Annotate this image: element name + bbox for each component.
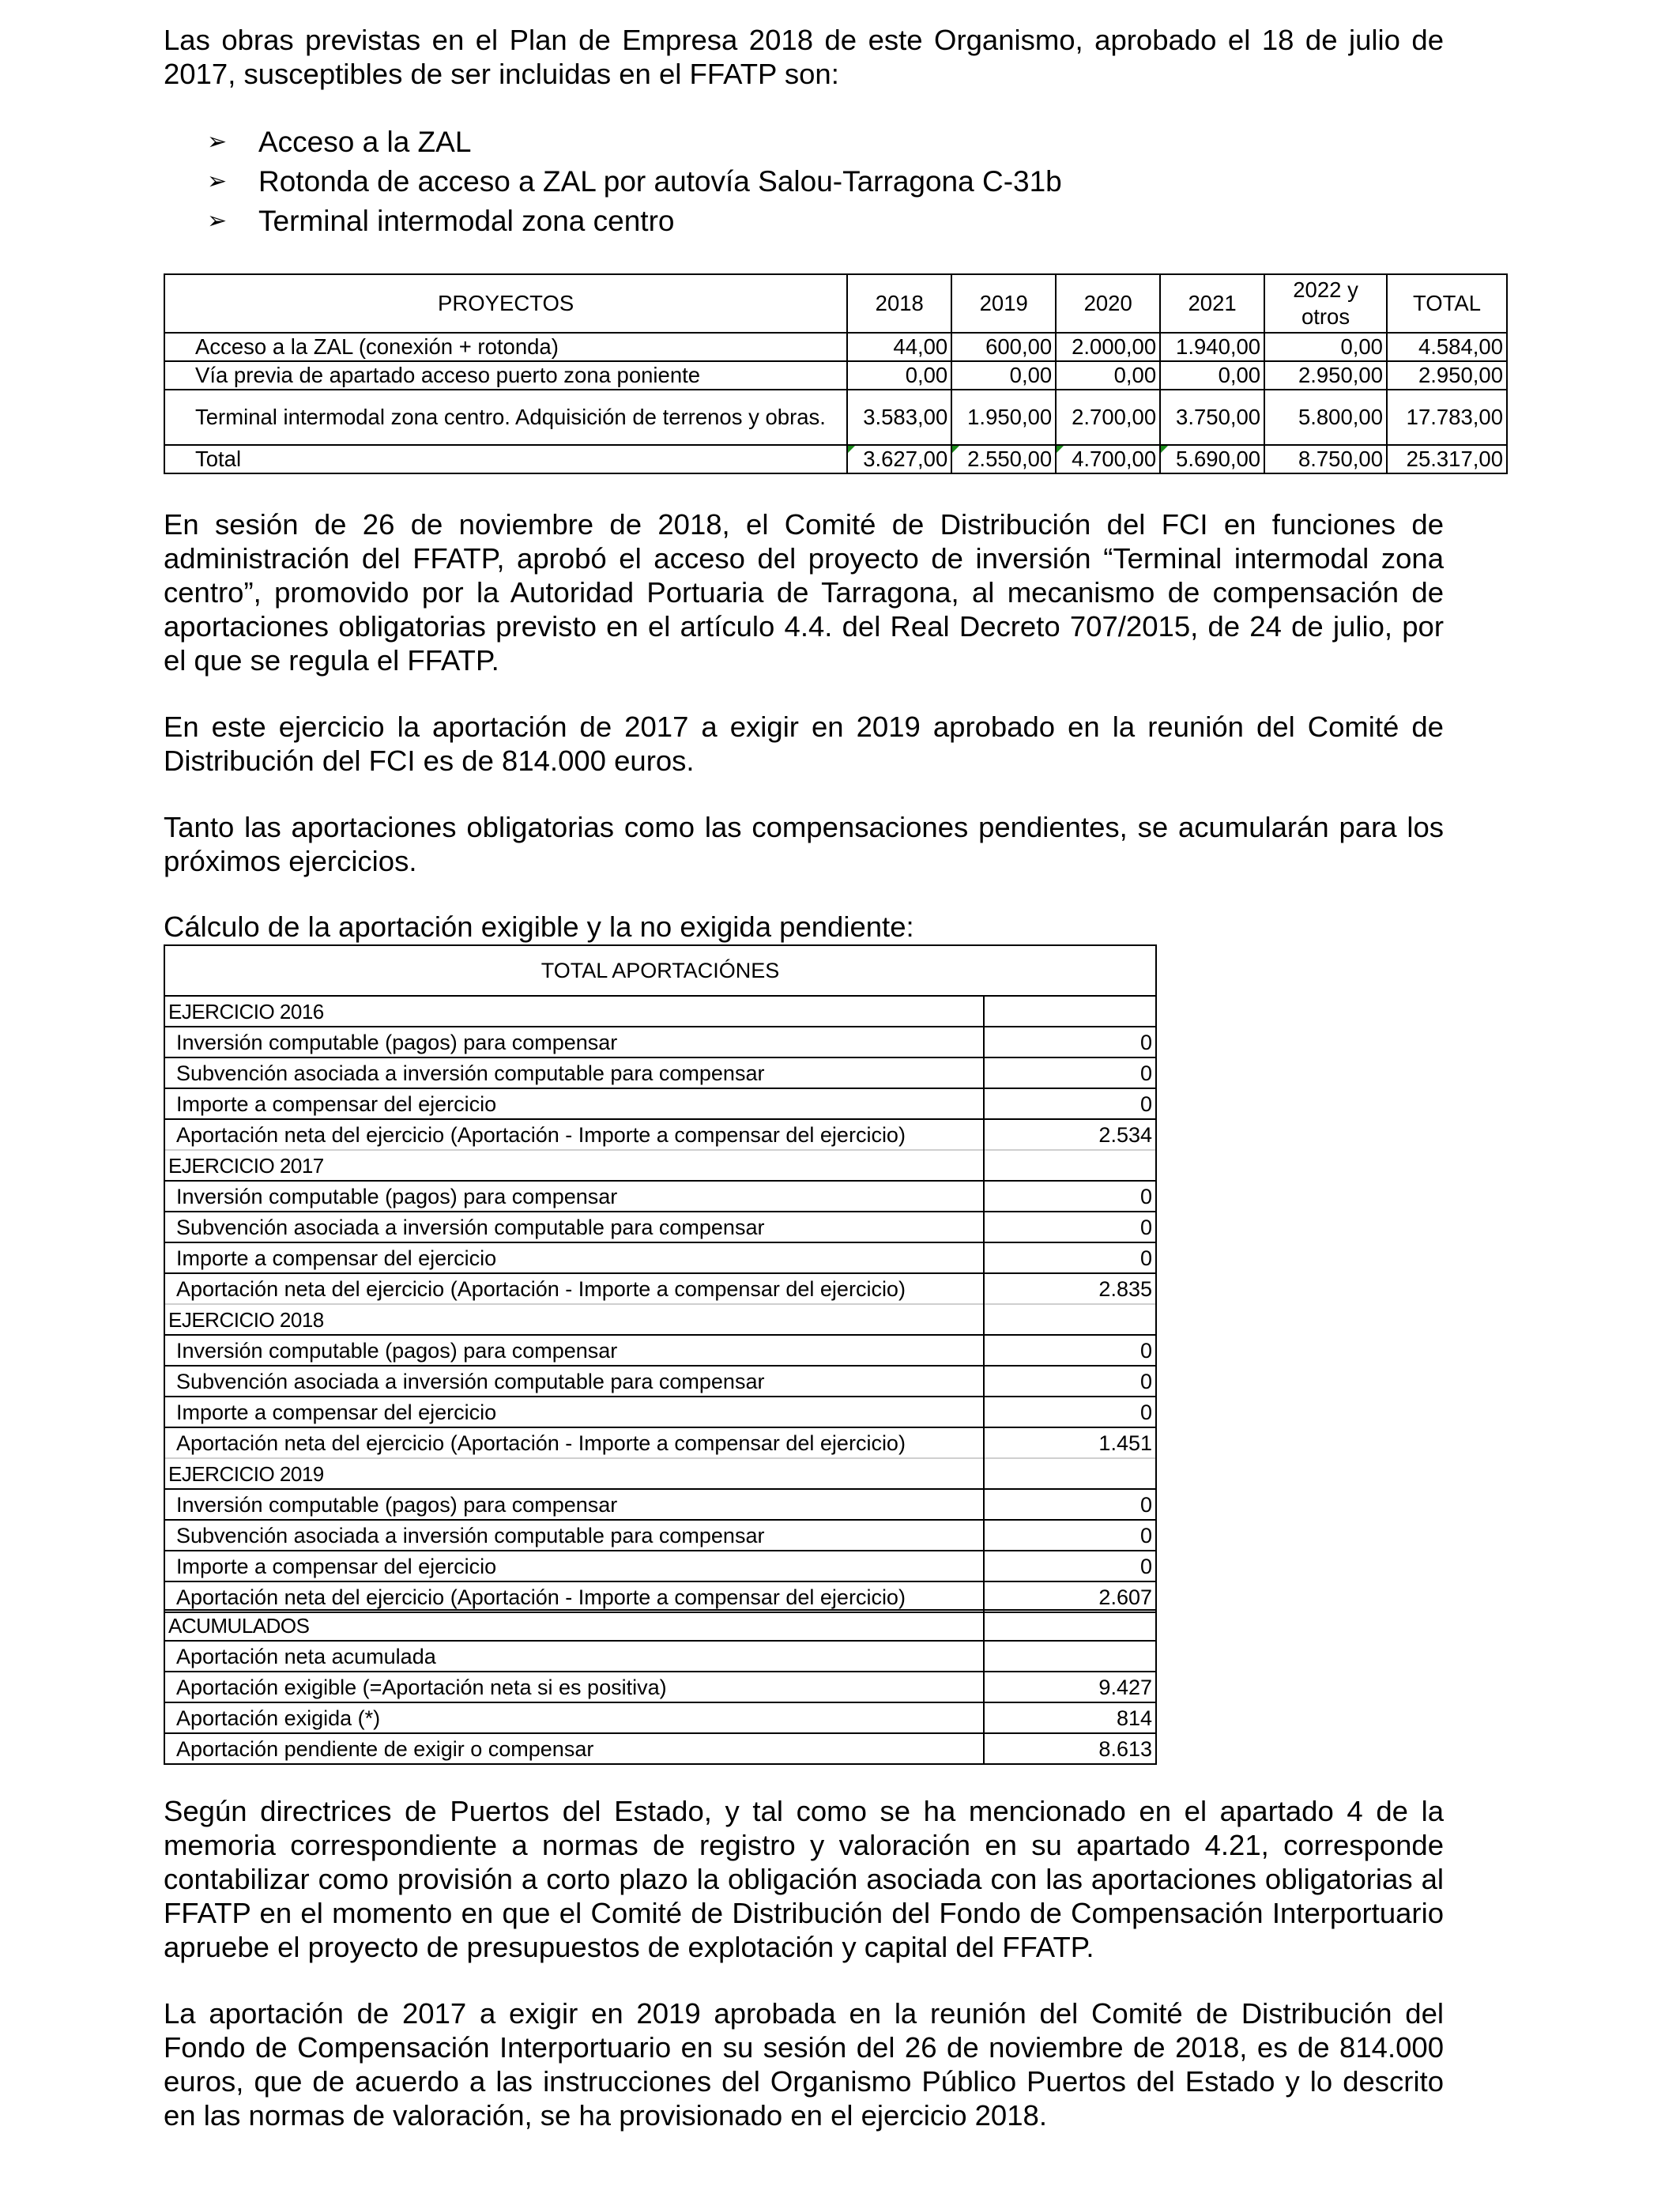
cell-value: 4.700,00 — [1056, 445, 1160, 473]
cell-value: 2.607 — [984, 1581, 1156, 1612]
cell-value: 0 — [984, 1242, 1156, 1273]
cell-value: 0 — [984, 1057, 1156, 1088]
row-label: Subvención asociada a inversión computable para compensar — [164, 1057, 984, 1088]
row-label: Acceso a la ZAL (conexión + rotonda) — [164, 333, 847, 361]
row-label: Importe a compensar del ejercicio — [164, 1397, 984, 1427]
cell-value: 2.950,00 — [1387, 361, 1507, 390]
column-header: 2018 — [847, 274, 951, 333]
cell-value: 3.627,00 — [847, 445, 951, 473]
table-row — [164, 1551, 1156, 1581]
section-row — [164, 1150, 1156, 1181]
column-header: 2019 — [951, 274, 1056, 333]
row-label: Inversión computable (pagos) para compensar — [164, 1489, 984, 1520]
paragraph-provision-criteria: Según directrices de Puertos del Estado, y tal como se ha mencionado en el apartado 4 de la memoria correspondiente a normas de registro y valoración en su apartado 4.21, corresponde contabilizar como provisión a corto plazo la obligación asociada con las aportaciones obligatorias al FFATP en el momento en que el Comité de Distribución del Fondo de Compensación Interportuario apruebe el proyecto de presupuestos de explotación y capital del FFATP. — [164, 1795, 1444, 1963]
cell-value: 2.000,00 — [1056, 333, 1160, 361]
list-item: ➢ Rotonda de acceso a ZAL por autovía Salou-Tarragona C-31b — [207, 162, 1062, 202]
table-row — [164, 1702, 1156, 1733]
cell-value: 0 — [984, 1088, 1156, 1119]
cell-value — [984, 1458, 1156, 1489]
table-row — [164, 1397, 1156, 1427]
cell-value: 0 — [984, 1335, 1156, 1366]
row-label: Importe a compensar del ejercicio — [164, 1242, 984, 1273]
paragraph-accumulation: Tanto las aportaciones obligatorias como las compensaciones pendientes, se acumularán para los próximos ejercicios. — [164, 811, 1444, 877]
table-header-row — [164, 945, 1156, 996]
row-label: Inversión computable (pagos) para compensar — [164, 1027, 984, 1057]
row-label: Subvención asociada a inversión computable para compensar — [164, 1366, 984, 1397]
list-item: ➢ Terminal intermodal zona centro — [207, 202, 1062, 241]
table-row — [164, 1427, 1156, 1458]
row-label: EJERCICIO 2017 — [164, 1150, 984, 1181]
arrow-bullet-icon: ➢ — [207, 208, 228, 234]
cell-value: 44,00 — [847, 333, 951, 361]
column-header: 2020 — [1056, 274, 1160, 333]
column-header: PROYECTOS — [164, 274, 847, 333]
cell-value: 9.427 — [984, 1672, 1156, 1702]
table-row — [164, 1057, 1156, 1088]
cell-value: 3.583,00 — [847, 390, 951, 445]
cell-value: 3.750,00 — [1160, 390, 1264, 445]
calc-heading: Cálculo de la aportación exigible y la no exigida pendiente: — [164, 910, 914, 943]
cell-value: 0,00 — [847, 361, 951, 390]
table-row — [164, 1027, 1156, 1057]
row-label: Aportación exigida (*) — [164, 1702, 984, 1733]
table-row — [164, 1088, 1156, 1119]
table-row — [164, 1119, 1156, 1150]
cell-value: 1.940,00 — [1160, 333, 1264, 361]
table-row — [164, 1520, 1156, 1551]
cell-value: 2.534 — [984, 1119, 1156, 1150]
cell-value: 0,00 — [1160, 361, 1264, 390]
cell-value — [984, 1304, 1156, 1335]
works-list — [207, 123, 1062, 241]
table-row — [164, 390, 1507, 445]
cell-value: 4.584,00 — [1387, 333, 1507, 361]
row-label: ACUMULADOS — [164, 1610, 984, 1641]
cell-value: 0 — [984, 1551, 1156, 1581]
table-row — [164, 333, 1507, 361]
row-label: Aportación exigible (=Aportación neta si es positiva) — [164, 1672, 984, 1702]
row-label: Aportación neta acumulada — [164, 1641, 984, 1672]
cell-value: 0,00 — [951, 361, 1056, 390]
table-row — [164, 1489, 1156, 1520]
table-row — [164, 1366, 1156, 1397]
cell-value: 0 — [984, 1027, 1156, 1057]
paragraph-contribution-2017: En este ejercicio la aportación de 2017 a exigir en 2019 aprobado en la reunión del Comité de Distribución del FCI es de 814.000 euros. — [164, 711, 1444, 777]
contributions-table — [164, 944, 1157, 1613]
cell-value: 2.835 — [984, 1273, 1156, 1304]
table-header-row — [164, 274, 1507, 333]
section-row — [164, 1304, 1156, 1335]
row-label: Aportación neta del ejercicio (Aportación - Importe a compensar del ejercicio) — [164, 1427, 984, 1458]
row-label: Subvención asociada a inversión computable para compensar — [164, 1520, 984, 1551]
column-header: TOTAL — [1387, 274, 1507, 333]
arrow-bullet-icon: ➢ — [207, 168, 228, 194]
row-label: Total — [164, 445, 847, 473]
table-title: TOTAL APORTACIÓNES — [164, 945, 1156, 996]
intro-paragraph: Las obras previstas en el Plan de Empresa 2018 de este Organismo, aprobado el 18 de julio de 2017, susceptibles de ser incluidas en el FFATP son: — [164, 24, 1444, 90]
row-label: EJERCICIO 2016 — [164, 996, 984, 1027]
accumulated-table — [164, 1609, 1157, 1765]
column-header: 2022 y otros — [1264, 274, 1387, 333]
table-row — [164, 1273, 1156, 1304]
row-label: Aportación pendiente de exigir o compensar — [164, 1733, 984, 1764]
table-row — [164, 1212, 1156, 1242]
cell-value: 1.950,00 — [951, 390, 1056, 445]
cell-value: 0 — [984, 1397, 1156, 1427]
projects-table — [164, 273, 1508, 474]
cell-value — [984, 1150, 1156, 1181]
table-row — [164, 1335, 1156, 1366]
table-row — [164, 1733, 1156, 1764]
cell-value — [984, 996, 1156, 1027]
section-row — [164, 1610, 1156, 1641]
row-label: Inversión computable (pagos) para compensar — [164, 1181, 984, 1212]
cell-value: 0 — [984, 1212, 1156, 1242]
cell-value: 0 — [984, 1366, 1156, 1397]
table-row — [164, 1672, 1156, 1702]
paragraph-provision-2018: La aportación de 2017 a exigir en 2019 aprobada en la reunión del Comité de Distribución del Fondo de Compensación Interportuario en su sesión del 26 de noviembre de 2018, es de 814.000 euros, que de acuerdo a las instrucciones del Organismo Público Puertos del Estado y lo descrito en las normas de valoración, se ha provisionado en el ejercicio 2018. — [164, 1997, 1444, 2132]
cell-value: 17.783,00 — [1387, 390, 1507, 445]
cell-value: 0,00 — [1056, 361, 1160, 390]
cell-value — [984, 1610, 1156, 1641]
cell-value: 0 — [984, 1181, 1156, 1212]
cell-value: 2.550,00 — [951, 445, 1056, 473]
cell-value: 0 — [984, 1520, 1156, 1551]
arrow-bullet-icon: ➢ — [207, 129, 228, 155]
cell-value: 2.700,00 — [1056, 390, 1160, 445]
table-row — [164, 1181, 1156, 1212]
row-label: Aportación neta del ejercicio (Aportación - Importe a compensar del ejercicio) — [164, 1273, 984, 1304]
row-label: Importe a compensar del ejercicio — [164, 1088, 984, 1119]
row-label: Vía previa de apartado acceso puerto zona poniente — [164, 361, 847, 390]
list-item: ➢ Acceso a la ZAL — [207, 123, 1062, 162]
cell-value: 25.317,00 — [1387, 445, 1507, 473]
row-label: Subvención asociada a inversión computable para compensar — [164, 1212, 984, 1242]
row-label: Terminal intermodal zona centro. Adquisición de terrenos y obras. — [164, 390, 847, 445]
cell-value: 5.690,00 — [1160, 445, 1264, 473]
column-header: 2021 — [1160, 274, 1264, 333]
row-label: Importe a compensar del ejercicio — [164, 1551, 984, 1581]
cell-value: 814 — [984, 1702, 1156, 1733]
table-row — [164, 1641, 1156, 1672]
cell-value: 600,00 — [951, 333, 1056, 361]
row-label: Aportación neta del ejercicio (Aportación - Importe a compensar del ejercicio) — [164, 1119, 984, 1150]
cell-value: 8.750,00 — [1264, 445, 1387, 473]
row-label: EJERCICIO 2018 — [164, 1304, 984, 1335]
cell-value: 0 — [984, 1489, 1156, 1520]
table-row — [164, 1581, 1156, 1612]
row-label: EJERCICIO 2019 — [164, 1458, 984, 1489]
paragraph-fci-session: En sesión de 26 de noviembre de 2018, el Comité de Distribución del FCI en funciones de administración del FFATP, aprobó el acceso del proyecto de inversión “Terminal intermodal zona centro”, promovido por la Autoridad Portuaria de Tarragona, al mecanismo de compensación de aportaciones obligatorias previsto en el artículo 4.4. del Real Decreto 707/2015, de 24 de julio, por el que se regula el FFATP. — [164, 508, 1444, 677]
cell-value: 1.451 — [984, 1427, 1156, 1458]
cell-value: 8.613 — [984, 1733, 1156, 1764]
table-total-row — [164, 445, 1507, 473]
cell-value: 5.800,00 — [1264, 390, 1387, 445]
table-row — [164, 361, 1507, 390]
section-row — [164, 1458, 1156, 1489]
section-row — [164, 996, 1156, 1027]
cell-value: 2.950,00 — [1264, 361, 1387, 390]
row-label: Aportación neta del ejercicio (Aportación - Importe a compensar del ejercicio) — [164, 1581, 984, 1612]
table-row — [164, 1242, 1156, 1273]
cell-value: 0,00 — [1264, 333, 1387, 361]
cell-value — [984, 1641, 1156, 1672]
row-label: Inversión computable (pagos) para compensar — [164, 1335, 984, 1366]
